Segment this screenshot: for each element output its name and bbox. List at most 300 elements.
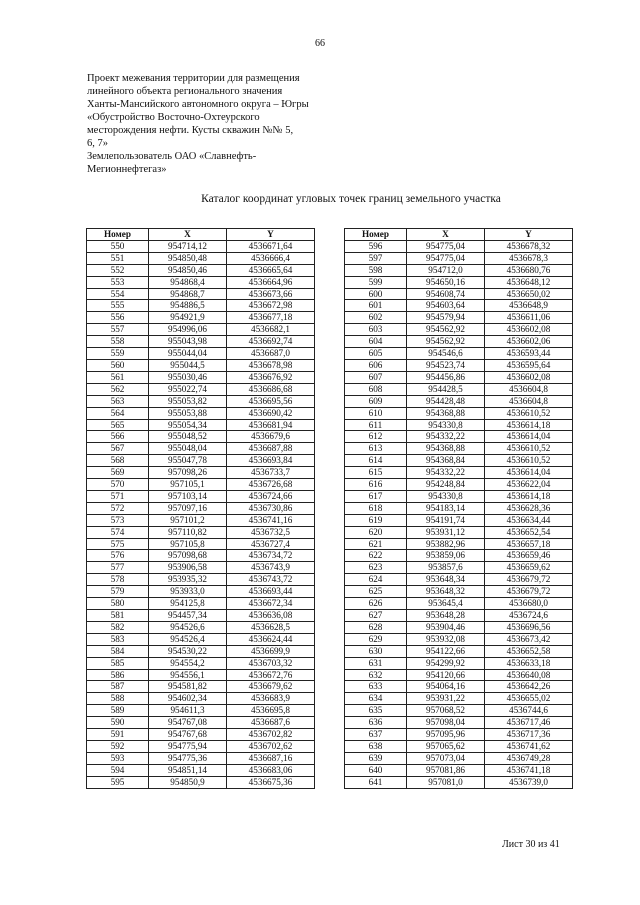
y-coordinate-cell: 4536733,7	[227, 467, 315, 479]
table-row	[87, 490, 315, 502]
table-row	[87, 705, 315, 717]
y-coordinate-cell: 4536680,76	[485, 264, 573, 276]
table-row	[345, 598, 573, 610]
y-coordinate-cell: 4536636,08	[227, 610, 315, 622]
y-coordinate-cell: 4536614,04	[485, 431, 573, 443]
y-coordinate-cell: 4536664,96	[227, 276, 315, 288]
x-coordinate-cell: 957065,62	[407, 740, 485, 752]
table-row	[87, 288, 315, 300]
y-coordinate-cell: 4536614,18	[485, 419, 573, 431]
point-number-cell: 550	[87, 240, 149, 252]
table-row	[87, 681, 315, 693]
sheet-label: Лист 30 из 41	[502, 839, 560, 850]
table-row	[345, 705, 573, 717]
column-header-y: Y	[485, 229, 573, 241]
point-number-cell: 623	[345, 562, 407, 574]
point-number-cell: 581	[87, 610, 149, 622]
catalog-title: Каталог координат угловых точек границ земельного участка	[201, 193, 501, 205]
point-number-cell: 555	[87, 300, 149, 312]
table-row	[345, 574, 573, 586]
x-coordinate-cell: 955044,04	[149, 348, 227, 360]
point-number-cell: 584	[87, 645, 149, 657]
point-number-cell: 627	[345, 610, 407, 622]
x-coordinate-cell: 954850,46	[149, 264, 227, 276]
point-number-cell: 582	[87, 621, 149, 633]
y-coordinate-cell: 4536672,98	[227, 300, 315, 312]
point-number-cell: 641	[345, 776, 407, 788]
point-number-cell: 579	[87, 586, 149, 598]
table-row	[87, 479, 315, 491]
point-number-cell: 598	[345, 264, 407, 276]
y-coordinate-cell: 4536659,62	[485, 562, 573, 574]
point-number-cell: 574	[87, 526, 149, 538]
column-header-number: Номер	[87, 229, 149, 241]
y-coordinate-cell: 4536666,4	[227, 252, 315, 264]
x-coordinate-cell: 954330,8	[407, 419, 485, 431]
point-number-cell: 577	[87, 562, 149, 574]
x-coordinate-cell: 955048,52	[149, 431, 227, 443]
x-coordinate-cell: 954183,14	[407, 502, 485, 514]
x-coordinate-cell: 954562,92	[407, 324, 485, 336]
x-coordinate-cell: 955054,34	[149, 419, 227, 431]
table-row	[87, 514, 315, 526]
y-coordinate-cell: 4536628,36	[485, 502, 573, 514]
column-header-number: Номер	[345, 229, 407, 241]
point-number-cell: 575	[87, 538, 149, 550]
x-coordinate-cell: 957095,96	[407, 729, 485, 741]
y-coordinate-cell: 4536673,66	[227, 288, 315, 300]
table-row	[87, 669, 315, 681]
table-row	[87, 312, 315, 324]
point-number-cell: 615	[345, 467, 407, 479]
x-coordinate-cell: 953931,22	[407, 693, 485, 705]
point-number-cell: 594	[87, 764, 149, 776]
table-row	[345, 514, 573, 526]
table-row	[87, 693, 315, 705]
table-row	[87, 359, 315, 371]
point-number-cell: 592	[87, 740, 149, 752]
table-row	[87, 276, 315, 288]
table-row	[87, 657, 315, 669]
point-number-cell: 636	[345, 717, 407, 729]
y-coordinate-cell: 4536640,08	[485, 669, 573, 681]
y-coordinate-cell: 4536624,44	[227, 633, 315, 645]
table-row	[87, 443, 315, 455]
table-row	[345, 467, 573, 479]
table-row	[345, 502, 573, 514]
point-number-cell: 588	[87, 693, 149, 705]
y-coordinate-cell: 4536741,18	[485, 764, 573, 776]
y-coordinate-cell: 4536679,72	[485, 586, 573, 598]
x-coordinate-cell: 957103,14	[149, 490, 227, 502]
table-header-row	[87, 229, 315, 241]
x-coordinate-cell: 954767,08	[149, 717, 227, 729]
column-header-y: Y	[227, 229, 315, 241]
document-header	[87, 72, 357, 176]
table-row	[345, 764, 573, 776]
table-row	[87, 562, 315, 574]
x-coordinate-cell: 954332,22	[407, 467, 485, 479]
point-number-cell: 634	[345, 693, 407, 705]
x-coordinate-cell: 954120,66	[407, 669, 485, 681]
table-row	[87, 407, 315, 419]
y-coordinate-cell: 4536633,18	[485, 657, 573, 669]
point-number-cell: 562	[87, 383, 149, 395]
y-coordinate-cell: 4536614,04	[485, 467, 573, 479]
point-number-cell: 606	[345, 359, 407, 371]
y-coordinate-cell: 4536678,32	[485, 240, 573, 252]
point-number-cell: 551	[87, 252, 149, 264]
x-coordinate-cell: 954608,74	[407, 288, 485, 300]
x-coordinate-cell: 954851,14	[149, 764, 227, 776]
header-line: Проект межевания территории для размещения	[87, 73, 300, 84]
table-row	[87, 574, 315, 586]
point-number-cell: 638	[345, 740, 407, 752]
point-number-cell: 621	[345, 538, 407, 550]
y-coordinate-cell: 4536732,5	[227, 526, 315, 538]
point-number-cell: 573	[87, 514, 149, 526]
table-row	[87, 502, 315, 514]
x-coordinate-cell: 957098,68	[149, 550, 227, 562]
x-coordinate-cell: 954368,88	[407, 443, 485, 455]
point-number-cell: 604	[345, 336, 407, 348]
x-coordinate-cell: 954581,82	[149, 681, 227, 693]
x-coordinate-cell: 954650,16	[407, 276, 485, 288]
point-number-cell: 590	[87, 717, 149, 729]
table-row	[345, 359, 573, 371]
point-number-cell: 583	[87, 633, 149, 645]
x-coordinate-cell: 953859,06	[407, 550, 485, 562]
y-coordinate-cell: 4536679,72	[485, 574, 573, 586]
header-line: Ханты-Мансийского автономного округа – Югры	[87, 99, 309, 110]
y-coordinate-cell: 4536727,4	[227, 538, 315, 550]
table-row	[87, 752, 315, 764]
y-coordinate-cell: 4536659,46	[485, 550, 573, 562]
table-row	[87, 776, 315, 788]
point-number-cell: 566	[87, 431, 149, 443]
point-number-cell: 629	[345, 633, 407, 645]
y-coordinate-cell: 4536690,42	[227, 407, 315, 419]
point-number-cell: 591	[87, 729, 149, 741]
table-row	[345, 562, 573, 574]
point-number-cell: 609	[345, 395, 407, 407]
table-row	[87, 621, 315, 633]
point-number-cell: 553	[87, 276, 149, 288]
y-coordinate-cell: 4536695,8	[227, 705, 315, 717]
y-coordinate-cell: 4536702,82	[227, 729, 315, 741]
table-row	[345, 669, 573, 681]
x-coordinate-cell: 954457,34	[149, 610, 227, 622]
x-coordinate-cell: 954556,1	[149, 669, 227, 681]
x-coordinate-cell: 954886,5	[149, 300, 227, 312]
x-coordinate-cell: 954530,22	[149, 645, 227, 657]
table-row	[345, 526, 573, 538]
x-coordinate-cell: 957097,16	[149, 502, 227, 514]
y-coordinate-cell: 4536699,9	[227, 645, 315, 657]
header-line: Мегионнефтегаз»	[87, 164, 167, 175]
x-coordinate-cell: 955043,98	[149, 336, 227, 348]
y-coordinate-cell: 4536655,02	[485, 693, 573, 705]
point-number-cell: 612	[345, 431, 407, 443]
table-row	[345, 729, 573, 741]
y-coordinate-cell: 4536622,04	[485, 479, 573, 491]
page-number: 66	[315, 38, 325, 49]
point-number-cell: 602	[345, 312, 407, 324]
x-coordinate-cell: 955044,5	[149, 359, 227, 371]
point-number-cell: 617	[345, 490, 407, 502]
point-number-cell: 597	[345, 252, 407, 264]
point-number-cell: 631	[345, 657, 407, 669]
table-row	[345, 300, 573, 312]
table-row	[87, 538, 315, 550]
x-coordinate-cell: 953932,08	[407, 633, 485, 645]
y-coordinate-cell: 4536682,1	[227, 324, 315, 336]
y-coordinate-cell: 4536614,18	[485, 490, 573, 502]
point-number-cell: 587	[87, 681, 149, 693]
table-row	[87, 633, 315, 645]
point-number-cell: 601	[345, 300, 407, 312]
x-coordinate-cell: 954767,68	[149, 729, 227, 741]
x-coordinate-cell: 957073,04	[407, 752, 485, 764]
x-coordinate-cell: 953648,32	[407, 586, 485, 598]
y-coordinate-cell: 4536679,6	[227, 431, 315, 443]
table-row	[345, 657, 573, 669]
x-coordinate-cell: 954526,6	[149, 621, 227, 633]
y-coordinate-cell: 4536610,52	[485, 443, 573, 455]
x-coordinate-cell: 954868,4	[149, 276, 227, 288]
x-coordinate-cell: 957068,52	[407, 705, 485, 717]
y-coordinate-cell: 4536686,68	[227, 383, 315, 395]
y-coordinate-cell: 4536744,6	[485, 705, 573, 717]
point-number-cell: 633	[345, 681, 407, 693]
point-number-cell: 593	[87, 752, 149, 764]
y-coordinate-cell: 4536687,88	[227, 443, 315, 455]
y-coordinate-cell: 4536652,54	[485, 526, 573, 538]
table-row	[345, 621, 573, 633]
point-number-cell: 610	[345, 407, 407, 419]
y-coordinate-cell: 4536602,08	[485, 371, 573, 383]
x-coordinate-cell: 953857,6	[407, 562, 485, 574]
table-row	[345, 693, 573, 705]
y-coordinate-cell: 4536687,16	[227, 752, 315, 764]
x-coordinate-cell: 954868,7	[149, 288, 227, 300]
table-row	[345, 383, 573, 395]
point-number-cell: 564	[87, 407, 149, 419]
y-coordinate-cell: 4536671,64	[227, 240, 315, 252]
table-row	[345, 776, 573, 788]
x-coordinate-cell: 954125,8	[149, 598, 227, 610]
x-coordinate-cell: 954299,92	[407, 657, 485, 669]
table-row	[87, 383, 315, 395]
table-row	[345, 252, 573, 264]
y-coordinate-cell: 4536678,98	[227, 359, 315, 371]
y-coordinate-cell: 4536693,84	[227, 455, 315, 467]
x-coordinate-cell: 953648,28	[407, 610, 485, 622]
point-number-cell: 570	[87, 479, 149, 491]
x-coordinate-cell: 957098,26	[149, 467, 227, 479]
y-coordinate-cell: 4536743,9	[227, 562, 315, 574]
point-number-cell: 576	[87, 550, 149, 562]
point-number-cell: 578	[87, 574, 149, 586]
y-coordinate-cell: 4536749,28	[485, 752, 573, 764]
y-coordinate-cell: 4536610,52	[485, 455, 573, 467]
header-line: Землепользователь ОАО «Славнефть-	[87, 151, 257, 162]
point-number-cell: 607	[345, 371, 407, 383]
table-row	[87, 550, 315, 562]
table-row	[87, 610, 315, 622]
header-line: линейного объекта регионального значения	[87, 86, 283, 97]
y-coordinate-cell: 4536730,86	[227, 502, 315, 514]
point-number-cell: 569	[87, 467, 149, 479]
x-coordinate-cell: 954850,48	[149, 252, 227, 264]
y-coordinate-cell: 4536739,0	[485, 776, 573, 788]
y-coordinate-cell: 4536687,6	[227, 717, 315, 729]
y-coordinate-cell: 4536692,74	[227, 336, 315, 348]
table-row	[87, 419, 315, 431]
table-row	[87, 764, 315, 776]
point-number-cell: 640	[345, 764, 407, 776]
y-coordinate-cell: 4536593,44	[485, 348, 573, 360]
point-number-cell: 556	[87, 312, 149, 324]
y-coordinate-cell: 4536681,94	[227, 419, 315, 431]
point-number-cell: 572	[87, 502, 149, 514]
y-coordinate-cell: 4536652,58	[485, 645, 573, 657]
table-row	[87, 324, 315, 336]
x-coordinate-cell: 954996,06	[149, 324, 227, 336]
x-coordinate-cell: 953906,58	[149, 562, 227, 574]
x-coordinate-cell: 954850,9	[149, 776, 227, 788]
y-coordinate-cell: 4536717,46	[485, 717, 573, 729]
x-coordinate-cell: 954712,0	[407, 264, 485, 276]
point-number-cell: 586	[87, 669, 149, 681]
point-number-cell: 618	[345, 502, 407, 514]
y-coordinate-cell: 4536610,52	[485, 407, 573, 419]
coordinates-table-left	[86, 228, 315, 789]
point-number-cell: 608	[345, 383, 407, 395]
table-row	[87, 729, 315, 741]
table-row	[345, 431, 573, 443]
y-coordinate-cell: 4536726,68	[227, 479, 315, 491]
point-number-cell: 596	[345, 240, 407, 252]
x-coordinate-cell: 954775,04	[407, 252, 485, 264]
point-number-cell: 600	[345, 288, 407, 300]
y-coordinate-cell: 4536743,72	[227, 574, 315, 586]
table-row	[87, 586, 315, 598]
x-coordinate-cell: 957105,1	[149, 479, 227, 491]
y-coordinate-cell: 4536687,0	[227, 348, 315, 360]
x-coordinate-cell: 957101,2	[149, 514, 227, 526]
point-number-cell: 637	[345, 729, 407, 741]
y-coordinate-cell: 4536724,66	[227, 490, 315, 502]
x-coordinate-cell: 957098,04	[407, 717, 485, 729]
header-line: 6, 7»	[87, 138, 108, 149]
x-coordinate-cell: 957105,8	[149, 538, 227, 550]
x-coordinate-cell: 954775,36	[149, 752, 227, 764]
table-row	[87, 740, 315, 752]
x-coordinate-cell: 955047,78	[149, 455, 227, 467]
y-coordinate-cell: 4536679,62	[227, 681, 315, 693]
header-line: месторождения нефти. Кусты скважин №№ 5,	[87, 125, 294, 136]
point-number-cell: 595	[87, 776, 149, 788]
x-coordinate-cell: 954775,94	[149, 740, 227, 752]
table-row	[345, 336, 573, 348]
point-number-cell: 616	[345, 479, 407, 491]
point-number-cell: 567	[87, 443, 149, 455]
table-row	[345, 276, 573, 288]
x-coordinate-cell: 953931,12	[407, 526, 485, 538]
x-coordinate-cell: 954921,9	[149, 312, 227, 324]
table-row	[345, 610, 573, 622]
point-number-cell: 561	[87, 371, 149, 383]
y-coordinate-cell: 4536724,6	[485, 610, 573, 622]
table-row	[345, 371, 573, 383]
x-coordinate-cell: 955022,74	[149, 383, 227, 395]
y-coordinate-cell: 4536683,06	[227, 764, 315, 776]
point-number-cell: 552	[87, 264, 149, 276]
table-header-row	[345, 229, 573, 241]
x-coordinate-cell: 953933,0	[149, 586, 227, 598]
y-coordinate-cell: 4536602,06	[485, 336, 573, 348]
x-coordinate-cell: 955053,88	[149, 407, 227, 419]
y-coordinate-cell: 4536677,18	[227, 312, 315, 324]
table-row	[87, 264, 315, 276]
x-coordinate-cell: 954602,34	[149, 693, 227, 705]
table-row	[345, 717, 573, 729]
table-row	[345, 395, 573, 407]
y-coordinate-cell: 4536595,64	[485, 359, 573, 371]
point-number-cell: 580	[87, 598, 149, 610]
table-row	[345, 586, 573, 598]
y-coordinate-cell: 4536672,34	[227, 598, 315, 610]
table-row	[87, 300, 315, 312]
table-row	[345, 740, 573, 752]
point-number-cell: 639	[345, 752, 407, 764]
table-row	[87, 240, 315, 252]
table-row	[345, 324, 573, 336]
header-line: «Обустройство Восточно-Охтеурского	[87, 112, 260, 123]
x-coordinate-cell: 954775,04	[407, 240, 485, 252]
x-coordinate-cell: 955053,82	[149, 395, 227, 407]
y-coordinate-cell: 4536734,72	[227, 550, 315, 562]
x-coordinate-cell: 954248,84	[407, 479, 485, 491]
point-number-cell: 568	[87, 455, 149, 467]
point-number-cell: 630	[345, 645, 407, 657]
table-row	[345, 633, 573, 645]
y-coordinate-cell: 4536657,18	[485, 538, 573, 550]
table-row	[345, 264, 573, 276]
x-coordinate-cell: 954368,84	[407, 455, 485, 467]
table-row	[345, 240, 573, 252]
y-coordinate-cell: 4536602,08	[485, 324, 573, 336]
point-number-cell: 571	[87, 490, 149, 502]
y-coordinate-cell: 4536676,92	[227, 371, 315, 383]
y-coordinate-cell: 4536702,62	[227, 740, 315, 752]
x-coordinate-cell: 954562,92	[407, 336, 485, 348]
table-row	[345, 538, 573, 550]
y-coordinate-cell: 4536675,36	[227, 776, 315, 788]
x-coordinate-cell: 954603,64	[407, 300, 485, 312]
table-row	[345, 419, 573, 431]
point-number-cell: 625	[345, 586, 407, 598]
column-header-x: X	[407, 229, 485, 241]
table-row	[345, 479, 573, 491]
y-coordinate-cell: 4536678,3	[485, 252, 573, 264]
x-coordinate-cell: 954579,94	[407, 312, 485, 324]
table-row	[87, 395, 315, 407]
point-number-cell: 603	[345, 324, 407, 336]
table-row	[345, 490, 573, 502]
point-number-cell: 632	[345, 669, 407, 681]
